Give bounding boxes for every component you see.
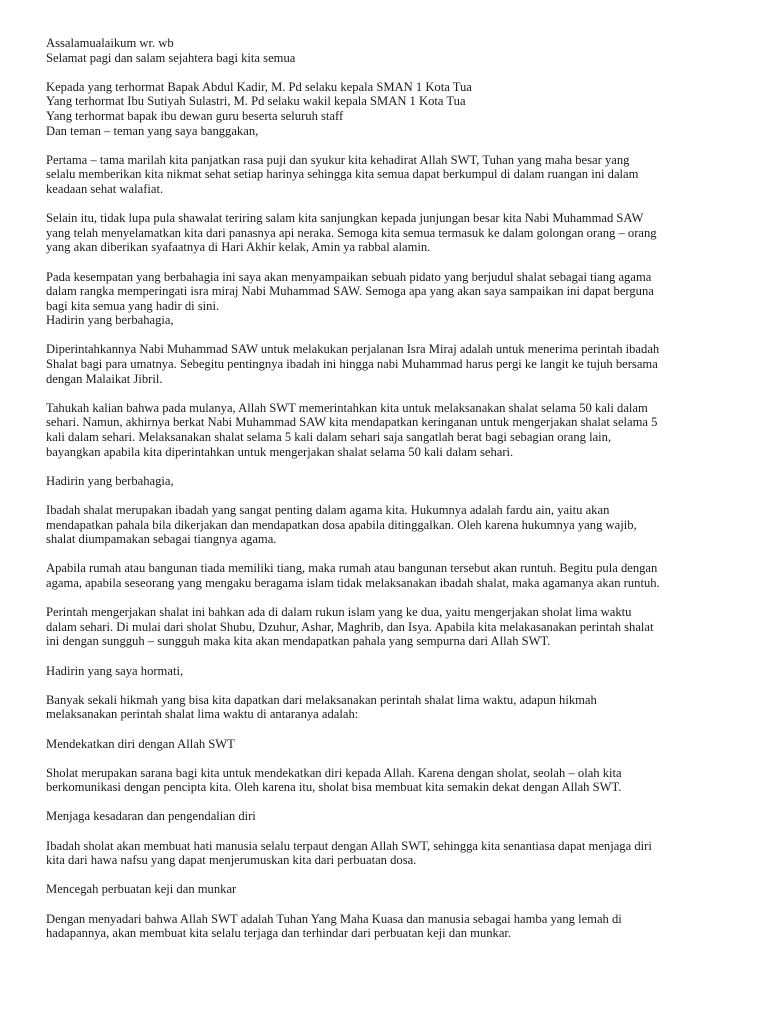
paragraph	[46, 664, 726, 679]
text-line: Mendekatkan diri dengan Allah SWT	[46, 736, 235, 751]
paragraph	[46, 211, 726, 255]
paragraph	[46, 561, 726, 590]
paragraph	[46, 36, 726, 65]
text-line: keadaan sehat walafiat.	[46, 181, 164, 196]
paragraph	[46, 809, 726, 824]
text-line: ini dengan sungguh – sungguh maka kita akan mendapatkan pahala yang sempurna dari Allah SWT.	[46, 634, 551, 649]
text-line: Perintah mengerjakan shalat ini bahkan ada di dalam rukun islam yang ke dua, yaitu mengerjakan sholat lima waktu	[46, 605, 632, 620]
text-line: bayangkan apabila kita diperintahkan untuk mengerjakan shalat selama 50 kali dalam sehari.	[46, 444, 514, 459]
paragraph	[46, 474, 726, 489]
text-line: melaksanakan perintah shalat lima waktu di antaranya adalah:	[46, 707, 359, 722]
paragraph	[46, 737, 726, 752]
text-line: Dan teman – teman yang saya banggakan,	[46, 123, 259, 138]
text-line: Sholat merupakan sarana bagi kita untuk mendekatkan diri kepada Allah. Karena dengan sholat, seolah – olah kita	[46, 765, 622, 780]
text-line: sehari. Namun, akhirnya berkat Nabi Muhammad SAW kita mendapatkan keringanan untuk mengerjakan shalat selama 5	[46, 415, 658, 430]
text-line: yang akan diberikan syafaatnya di Hari Akhir kelak, Amin ya rabbal alamin.	[46, 240, 431, 255]
text-line: dalam rangka memperingati isra miraj Nabi Muhammad SAW. Semoga apa yang akan saya sampaikan ini dapat berguna	[46, 284, 654, 299]
paragraph	[46, 912, 726, 941]
text-line: Apabila rumah atau bangunan tiada memiliki tiang, maka rumah atau bangunan tersebut akan runtuh. Begitu pula dengan	[46, 561, 658, 576]
text-line: Menjaga kesadaran dan pengendalian diri	[46, 809, 256, 824]
text-line: Pada kesempatan yang berbahagia ini saya akan menyampaikan sebuah pidato yang berjudul shalat sebagai tiang agama	[46, 269, 652, 284]
text-line: berkomunikasi dengan pencipta kita. Oleh karena itu, sholat bisa membuat kita semakin dekat dengan Allah SWT.	[46, 780, 622, 795]
text-line: Hadirin yang berbahagia,	[46, 473, 174, 488]
text-line: dalam sehari. Di mulai dari sholat Shubu, Dzuhur, Ashar, Maghrib, dan Isya. Apabila kita melakasanakan perintah shalat	[46, 619, 654, 634]
text-line: kita dari hawa nafsu yang dapat menjerumuskan kita dari perbuatan dosa.	[46, 853, 417, 868]
paragraph	[46, 153, 726, 197]
text-line: Mencegah perbuatan keji dan munkar	[46, 882, 237, 897]
paragraph	[46, 270, 726, 328]
text-line: Hadirin yang saya hormati,	[46, 663, 184, 678]
text-line: Yang terhormat bapak ibu dewan guru beserta seluruh staff	[46, 108, 344, 123]
text-line: shalat diumpamakan sebagai tiangnya agama.	[46, 532, 277, 547]
text-line: Pertama – tama marilah kita panjatkan rasa puji dan syukur kita kehadirat Allah SWT, Tuhan yang maha besar yang	[46, 152, 630, 167]
text-line: yang telah menyelamatkan kita dari panasnya api neraka. Semoga kita semua termasuk ke dalam golongan orang – orang	[46, 225, 657, 240]
text-line: Ibadah shalat merupakan ibadah yang sangat penting dalam agama kita. Hukumnya adalah fardu ain, yaitu akan	[46, 503, 610, 517]
paragraph	[46, 80, 726, 138]
paragraph	[46, 503, 726, 547]
document-body	[46, 36, 726, 941]
paragraph	[46, 693, 726, 722]
text-line: Selain itu, tidak lupa pula shawalat teriring salam kita sanjungkan kepada junjungan besar kita Nabi Muhammad SAW	[46, 211, 644, 226]
text-line: Kepada yang terhormat Bapak Abdul Kadir, M. Pd selaku kepala SMAN 1 Kota Tua	[46, 79, 472, 94]
text-line: agama, apabila seseorang yang mengaku beragama islam tidak melaksanakan ibadah shalat, maka agamanya akan runtuh.	[46, 575, 660, 590]
text-line: dengan Malaikat Jibril.	[46, 371, 163, 386]
text-line: Selamat pagi dan salam sejahtera bagi kita semua	[46, 50, 296, 65]
text-line: Shalat bagi para umatnya. Sebegitu pentingnya ibadah ini hingga nabi Muhammad harus pergi ke langit ke tujuh bersama	[46, 357, 658, 372]
text-line: Hadirin yang berbahagia,	[46, 313, 174, 328]
paragraph	[46, 605, 726, 649]
text-line: Tahukah kalian bahwa pada mulanya, Allah SWT memerintahkan kita untuk melaksanakan shalat selama 50 kali dalam	[46, 400, 648, 415]
text-line: selalu memberikan kita nikmat sehat setiap harinya sehingga kita semua dapat berkumpul di dalam ruangan ini dalam	[46, 167, 639, 182]
paragraph	[46, 766, 726, 795]
text-line: Assalamualaikum wr. wb	[46, 36, 174, 50]
text-line: Banyak sekali hikmah yang bisa kita dapatkan dari melaksanakan perintah shalat lima waktu, adapun hikmah	[46, 692, 597, 707]
paragraph	[46, 839, 726, 868]
paragraph	[46, 342, 726, 386]
text-line: kali dalam sehari. Melaksanakan shalat selama 5 kali dalam sehari saja sangatlah berat bagi sebagian orang lain,	[46, 430, 612, 445]
text-line: hadapannya, akan membuat kita selalu terjaga dan terhindar dari perbuatan keji dan munkar.	[46, 926, 512, 941]
text-line: Dengan menyadari bahwa Allah SWT adalah Tuhan Yang Maha Kuasa dan manusia sebagai hamba yang lemah di	[46, 911, 622, 926]
text-line: mendapatkan pahala bila dikerjakan dan mendapatkan dosa apabila ditinggalkan. Oleh karena hukumnya yang wajib,	[46, 517, 637, 532]
text-line: Diperintahkannya Nabi Muhammad SAW untuk melakukan perjalanan Isra Miraj adalah untuk menerima perintah ibadah	[46, 342, 660, 357]
paragraph	[46, 882, 726, 897]
paragraph	[46, 401, 726, 459]
text-line: Yang terhormat Ibu Sutiyah Sulastri, M. Pd selaku wakil kepala SMAN 1 Kota Tua	[46, 94, 466, 109]
text-line: Ibadah sholat akan membuat hati manusia selalu terpaut dengan Allah SWT, sehingga kita senantiasa dapat menjaga diri	[46, 838, 652, 853]
text-line: bagi kita semua yang hadir di sini.	[46, 298, 220, 313]
